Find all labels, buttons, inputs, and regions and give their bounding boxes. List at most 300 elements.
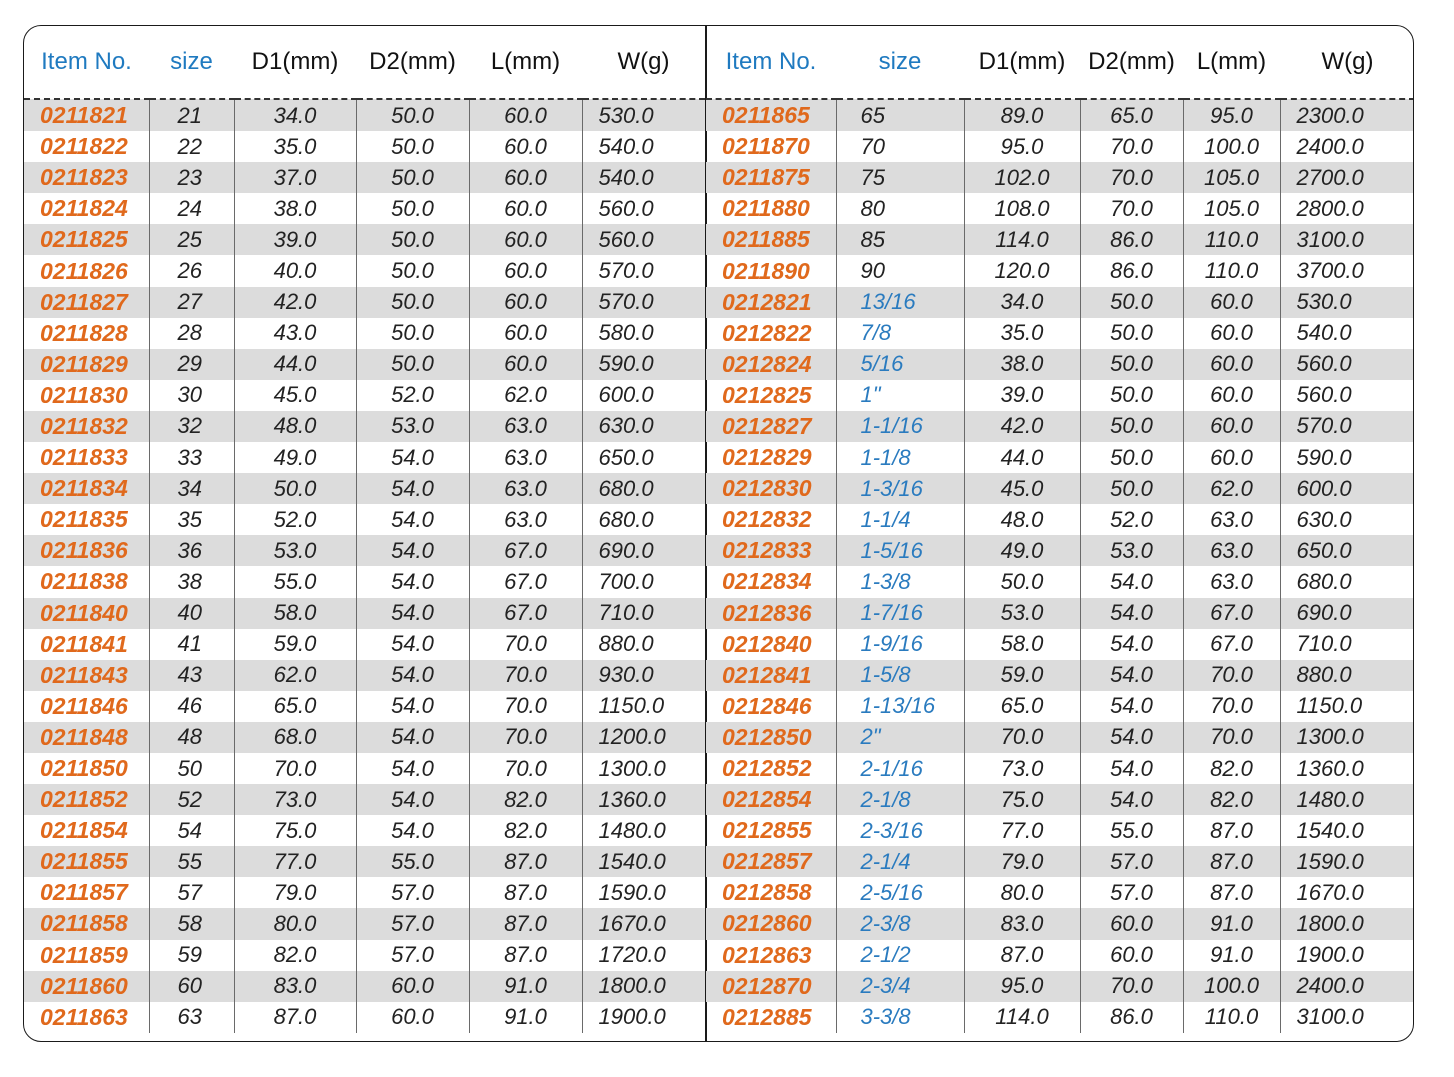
size-cell: 24 (149, 193, 234, 224)
l-cell: 60.0 (1183, 380, 1280, 411)
size-cell: 27 (149, 287, 234, 318)
l-cell: 60.0 (1183, 411, 1280, 442)
d2-cell: 86.0 (1080, 255, 1183, 286)
l-cell: 60.0 (469, 255, 582, 286)
size-cell: 1-1/8 (836, 442, 964, 473)
size-cell: 58 (149, 908, 234, 939)
size-cell: 52 (149, 784, 234, 815)
w-cell: 540.0 (1280, 318, 1414, 349)
w-cell: 530.0 (582, 99, 705, 131)
w-cell: 2800.0 (1280, 193, 1414, 224)
l-cell: 110.0 (1183, 255, 1280, 286)
size-cell: 26 (149, 255, 234, 286)
size-cell: 1-5/8 (836, 660, 964, 691)
l-cell: 105.0 (1183, 193, 1280, 224)
d1-cell: 49.0 (964, 535, 1080, 566)
l-cell: 82.0 (1183, 753, 1280, 784)
w-cell: 540.0 (582, 162, 705, 193)
d2-cell: 57.0 (356, 940, 469, 971)
d1-cell: 38.0 (964, 349, 1080, 380)
w-cell: 710.0 (1280, 629, 1414, 660)
table-row (706, 1002, 1414, 1033)
w-cell: 570.0 (582, 255, 705, 286)
item-no-cell: 0211854 (40, 817, 128, 844)
l-cell: 63.0 (469, 411, 582, 442)
size-cell: 1-13/16 (836, 691, 964, 722)
d1-cell: 44.0 (234, 349, 356, 380)
d1-cell: 48.0 (964, 504, 1080, 535)
table-row (706, 691, 1414, 722)
w-cell: 1150.0 (582, 691, 705, 722)
l-cell: 87.0 (1183, 815, 1280, 846)
l-cell: 95.0 (1183, 99, 1280, 131)
d2-cell: 54.0 (356, 722, 469, 753)
d2-cell: 54.0 (356, 473, 469, 504)
l-cell: 87.0 (469, 940, 582, 971)
l-cell: 60.0 (469, 193, 582, 224)
w-cell: 590.0 (582, 349, 705, 380)
col-header-d2: D2(mm) (1080, 26, 1183, 99)
d2-cell: 50.0 (356, 131, 469, 162)
d2-cell: 60.0 (1080, 908, 1183, 939)
item-no-cell: 0212829 (722, 444, 812, 471)
col-header-l: L(mm) (469, 26, 582, 99)
d2-cell: 50.0 (356, 318, 469, 349)
size-cell: 40 (149, 598, 234, 629)
size-cell: 43 (149, 660, 234, 691)
d1-cell: 77.0 (964, 815, 1080, 846)
table-row (706, 162, 1414, 193)
size-cell: 21 (149, 99, 234, 131)
d1-cell: 75.0 (234, 815, 356, 846)
size-cell: 36 (149, 535, 234, 566)
table-row (706, 504, 1414, 535)
d2-cell: 50.0 (1080, 349, 1183, 380)
d2-cell: 54.0 (356, 535, 469, 566)
w-cell: 630.0 (582, 411, 705, 442)
table-row (24, 971, 705, 1002)
d2-cell: 54.0 (356, 566, 469, 597)
d2-cell: 50.0 (356, 193, 469, 224)
table-row (706, 473, 1414, 504)
size-cell: 1-1/16 (836, 411, 964, 442)
l-cell: 87.0 (1183, 846, 1280, 877)
item-no-cell: 0212846 (722, 692, 812, 719)
item-no-cell: 0211826 (40, 257, 128, 284)
item-no-cell: 0212857 (706, 846, 836, 877)
item-no-cell: 0212825 (722, 381, 812, 408)
size-cell: 55 (149, 846, 234, 877)
table-row (24, 380, 705, 411)
l-cell: 62.0 (1183, 473, 1280, 504)
l-cell: 60.0 (469, 349, 582, 380)
table-row (24, 411, 705, 442)
d2-cell: 60.0 (356, 971, 469, 1002)
table-row (706, 660, 1414, 691)
item-no-cell: 0212858 (722, 879, 812, 906)
col-header-d1: D1(mm) (234, 26, 356, 99)
table-row (706, 287, 1414, 318)
table-row (706, 442, 1414, 473)
w-cell: 1670.0 (582, 908, 705, 939)
w-cell: 1590.0 (1280, 846, 1414, 877)
d2-cell: 50.0 (1080, 411, 1183, 442)
item-no-cell: 0212885 (722, 1003, 812, 1030)
table-row (706, 193, 1414, 224)
l-cell: 70.0 (469, 660, 582, 691)
table-row (24, 1002, 705, 1033)
table-row (706, 629, 1414, 660)
l-cell: 60.0 (469, 318, 582, 349)
size-cell: 2-1/4 (836, 846, 964, 877)
item-no-cell: 0211834 (24, 473, 149, 504)
l-cell: 70.0 (469, 691, 582, 722)
d1-cell: 79.0 (234, 877, 356, 908)
item-no-cell: 0211858 (24, 908, 149, 939)
l-cell: 60.0 (1183, 349, 1280, 380)
l-cell: 110.0 (1183, 1002, 1280, 1033)
w-cell: 630.0 (1280, 504, 1414, 535)
w-cell: 1300.0 (1280, 722, 1414, 753)
size-cell: 33 (149, 442, 234, 473)
table-row (706, 940, 1414, 971)
w-cell: 700.0 (582, 566, 705, 597)
l-cell: 60.0 (469, 162, 582, 193)
size-cell: 1-9/16 (836, 629, 964, 660)
size-cell: 13/16 (836, 287, 964, 318)
d2-cell: 60.0 (356, 1002, 469, 1033)
size-cell: 63 (149, 1002, 234, 1033)
table-row (706, 411, 1414, 442)
l-cell: 82.0 (469, 815, 582, 846)
table-row (706, 535, 1414, 566)
d2-cell: 54.0 (356, 660, 469, 691)
item-no-cell: 0211835 (40, 506, 128, 533)
item-no-cell: 0211823 (24, 162, 149, 193)
d1-cell: 42.0 (234, 287, 356, 318)
item-no-cell: 0212863 (722, 941, 812, 968)
size-cell: 2-1/2 (836, 940, 964, 971)
w-cell: 570.0 (1280, 411, 1414, 442)
w-cell: 650.0 (582, 442, 705, 473)
w-cell: 1590.0 (582, 877, 705, 908)
table-row (24, 318, 705, 349)
item-no-cell: 0212836 (706, 598, 836, 629)
d1-cell: 108.0 (964, 193, 1080, 224)
item-no-cell: 0211841 (40, 630, 128, 657)
d2-cell: 50.0 (356, 349, 469, 380)
l-cell: 70.0 (1183, 691, 1280, 722)
l-cell: 63.0 (1183, 535, 1280, 566)
item-no-cell: 0211880 (722, 195, 810, 222)
w-cell: 1480.0 (582, 815, 705, 846)
d2-cell: 86.0 (1080, 224, 1183, 255)
d2-cell: 54.0 (1080, 566, 1183, 597)
left-spec-table (24, 26, 705, 1033)
col-header-d1: D1(mm) (964, 26, 1080, 99)
d1-cell: 82.0 (234, 940, 356, 971)
d1-cell: 87.0 (234, 1002, 356, 1033)
item-no-cell: 0211836 (24, 535, 149, 566)
d2-cell: 54.0 (1080, 784, 1183, 815)
table-row (706, 566, 1414, 597)
d2-cell: 54.0 (1080, 660, 1183, 691)
table-row (706, 784, 1414, 815)
w-cell: 680.0 (582, 504, 705, 535)
table-row (24, 877, 705, 908)
d1-cell: 59.0 (964, 660, 1080, 691)
l-cell: 70.0 (469, 753, 582, 784)
l-cell: 63.0 (1183, 504, 1280, 535)
d2-cell: 55.0 (356, 846, 469, 877)
size-cell: 2-1/16 (836, 753, 964, 784)
size-cell: 2-3/16 (836, 815, 964, 846)
table-row (24, 473, 705, 504)
d2-cell: 86.0 (1080, 1002, 1183, 1033)
item-no-cell: 0211860 (24, 971, 149, 1002)
left-table-section (24, 26, 705, 1033)
size-cell: 1-5/16 (836, 535, 964, 566)
d2-cell: 50.0 (356, 255, 469, 286)
l-cell: 67.0 (469, 598, 582, 629)
size-cell: 25 (149, 224, 234, 255)
item-no-cell: 0211830 (40, 381, 128, 408)
w-cell: 690.0 (582, 535, 705, 566)
table-row (24, 784, 705, 815)
l-cell: 60.0 (1183, 318, 1280, 349)
d1-cell: 120.0 (964, 255, 1080, 286)
d2-cell: 70.0 (1080, 971, 1183, 1002)
l-cell: 82.0 (469, 784, 582, 815)
d1-cell: 68.0 (234, 722, 356, 753)
item-no-cell: 0211875 (706, 162, 836, 193)
d2-cell: 50.0 (1080, 473, 1183, 504)
item-no-cell: 0211821 (24, 99, 149, 131)
d2-cell: 54.0 (356, 815, 469, 846)
d2-cell: 70.0 (1080, 162, 1183, 193)
table-row (706, 908, 1414, 939)
item-no-cell: 0212830 (706, 473, 836, 504)
item-no-cell: 0211827 (24, 287, 149, 318)
l-cell: 70.0 (1183, 660, 1280, 691)
d2-cell: 54.0 (356, 691, 469, 722)
item-no-cell: 0212824 (706, 349, 836, 380)
table-row (24, 815, 705, 846)
size-cell: 5/16 (836, 349, 964, 380)
size-cell: 35 (149, 504, 234, 535)
item-no-cell: 0211870 (722, 133, 810, 160)
d1-cell: 34.0 (964, 287, 1080, 318)
d2-cell: 54.0 (356, 629, 469, 660)
table-row (706, 753, 1414, 784)
table-row (24, 255, 705, 286)
d1-cell: 102.0 (964, 162, 1080, 193)
d1-cell: 79.0 (964, 846, 1080, 877)
table-row (24, 287, 705, 318)
d1-cell: 49.0 (234, 442, 356, 473)
size-cell: 59 (149, 940, 234, 971)
w-cell: 1360.0 (582, 784, 705, 815)
d2-cell: 54.0 (356, 442, 469, 473)
table-row (706, 877, 1414, 908)
table-row (24, 908, 705, 939)
l-cell: 82.0 (1183, 784, 1280, 815)
d2-cell: 54.0 (1080, 598, 1183, 629)
item-no-cell: 0212852 (722, 755, 812, 782)
l-cell: 60.0 (1183, 442, 1280, 473)
d2-cell: 54.0 (1080, 722, 1183, 753)
left-table-body (24, 99, 705, 1033)
table-row (24, 629, 705, 660)
d2-cell: 50.0 (1080, 442, 1183, 473)
item-no-cell: 0211828 (40, 319, 128, 346)
table-row (706, 99, 1414, 131)
d1-cell: 65.0 (964, 691, 1080, 722)
size-cell: 57 (149, 877, 234, 908)
d1-cell: 70.0 (234, 753, 356, 784)
col-header-w: W(g) (1280, 26, 1414, 99)
size-cell: 54 (149, 815, 234, 846)
size-cell: 32 (149, 411, 234, 442)
w-cell: 680.0 (582, 473, 705, 504)
item-no-cell: 0212854 (706, 784, 836, 815)
d1-cell: 44.0 (964, 442, 1080, 473)
w-cell: 560.0 (1280, 349, 1414, 380)
item-no-cell: 0211838 (40, 568, 128, 595)
item-no-cell: 0211857 (40, 879, 128, 906)
right-table-section (706, 26, 1414, 1033)
item-no-cell: 0211865 (706, 99, 836, 131)
col-header-size: size (836, 26, 964, 99)
item-no-cell: 0211829 (24, 349, 149, 380)
l-cell: 60.0 (469, 224, 582, 255)
table-row (24, 442, 705, 473)
item-no-cell: 0212834 (722, 568, 812, 595)
d1-cell: 48.0 (234, 411, 356, 442)
size-cell: 1-1/4 (836, 504, 964, 535)
size-cell: 2" (836, 722, 964, 753)
l-cell: 105.0 (1183, 162, 1280, 193)
l-cell: 67.0 (1183, 629, 1280, 660)
w-cell: 1150.0 (1280, 691, 1414, 722)
d1-cell: 62.0 (234, 660, 356, 691)
size-cell: 90 (836, 255, 964, 286)
d1-cell: 83.0 (234, 971, 356, 1002)
col-header-size: size (149, 26, 234, 99)
d2-cell: 52.0 (1080, 504, 1183, 535)
d2-cell: 50.0 (1080, 287, 1183, 318)
table-row (706, 349, 1414, 380)
item-no-cell: 0211822 (40, 133, 128, 160)
item-no-cell: 0212855 (722, 817, 812, 844)
w-cell: 1800.0 (1280, 908, 1414, 939)
l-cell: 60.0 (469, 287, 582, 318)
item-no-cell: 0211825 (24, 224, 149, 255)
item-no-cell: 0212850 (706, 722, 836, 753)
d1-cell: 50.0 (234, 473, 356, 504)
size-cell: 50 (149, 753, 234, 784)
table-row (24, 598, 705, 629)
table-row (24, 99, 705, 131)
right-table-header (706, 26, 1414, 99)
d2-cell: 50.0 (356, 99, 469, 131)
right-spec-table (706, 26, 1414, 1033)
d1-cell: 35.0 (234, 131, 356, 162)
d2-cell: 50.0 (1080, 380, 1183, 411)
l-cell: 70.0 (469, 722, 582, 753)
size-cell: 1-3/8 (836, 566, 964, 597)
item-no-cell: 0211890 (722, 257, 810, 284)
w-cell: 710.0 (582, 598, 705, 629)
l-cell: 60.0 (469, 131, 582, 162)
size-cell: 1" (836, 380, 964, 411)
w-cell: 1900.0 (1280, 940, 1414, 971)
table-row (24, 224, 705, 255)
l-cell: 91.0 (1183, 908, 1280, 939)
d1-cell: 38.0 (234, 193, 356, 224)
item-no-cell: 0211832 (24, 411, 149, 442)
item-no-cell: 0211824 (40, 195, 128, 222)
w-cell: 1720.0 (582, 940, 705, 971)
w-cell: 1670.0 (1280, 877, 1414, 908)
w-cell: 1540.0 (582, 846, 705, 877)
size-cell: 38 (149, 566, 234, 597)
item-no-cell: 0211848 (24, 722, 149, 753)
d1-cell: 58.0 (234, 598, 356, 629)
table-row (24, 193, 705, 224)
d2-cell: 57.0 (1080, 877, 1183, 908)
d1-cell: 114.0 (964, 1002, 1080, 1033)
d2-cell: 54.0 (1080, 691, 1183, 722)
d2-cell: 54.0 (356, 504, 469, 535)
w-cell: 2300.0 (1280, 99, 1414, 131)
size-cell: 1-7/16 (836, 598, 964, 629)
size-cell: 22 (149, 131, 234, 162)
w-cell: 3700.0 (1280, 255, 1414, 286)
item-no-cell: 0211855 (24, 846, 149, 877)
w-cell: 560.0 (582, 193, 705, 224)
d2-cell: 54.0 (356, 753, 469, 784)
w-cell: 600.0 (582, 380, 705, 411)
w-cell: 930.0 (582, 660, 705, 691)
size-cell: 41 (149, 629, 234, 660)
d1-cell: 45.0 (234, 380, 356, 411)
left-table-header (24, 26, 705, 99)
d1-cell: 43.0 (234, 318, 356, 349)
col-header-l: L(mm) (1183, 26, 1280, 99)
size-cell: 2-3/8 (836, 908, 964, 939)
item-no-cell: 0212822 (722, 319, 812, 346)
item-no-cell: 0211859 (40, 941, 128, 968)
w-cell: 2400.0 (1280, 971, 1414, 1002)
table-row (24, 504, 705, 535)
w-cell: 880.0 (1280, 660, 1414, 691)
d1-cell: 53.0 (234, 535, 356, 566)
table-row (706, 971, 1414, 1002)
w-cell: 690.0 (1280, 598, 1414, 629)
size-cell: 29 (149, 349, 234, 380)
d1-cell: 73.0 (234, 784, 356, 815)
w-cell: 1540.0 (1280, 815, 1414, 846)
table-row (706, 598, 1414, 629)
d1-cell: 65.0 (234, 691, 356, 722)
l-cell: 87.0 (469, 908, 582, 939)
col-header-w: W(g) (582, 26, 705, 99)
w-cell: 3100.0 (1280, 224, 1414, 255)
d1-cell: 39.0 (234, 224, 356, 255)
d1-cell: 95.0 (964, 971, 1080, 1002)
l-cell: 63.0 (1183, 566, 1280, 597)
